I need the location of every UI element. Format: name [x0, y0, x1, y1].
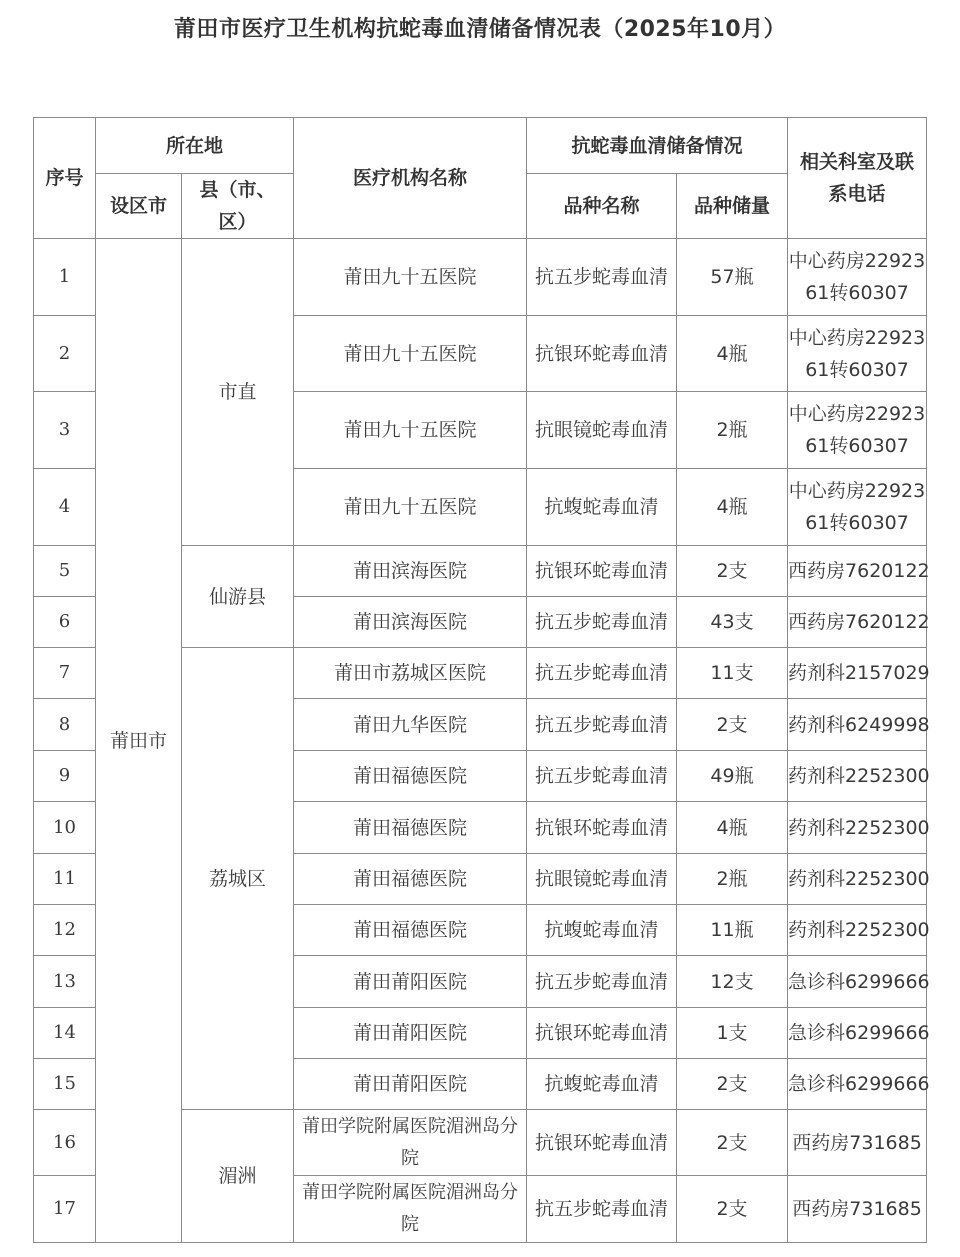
institution-cell: 莆田福德医院	[294, 854, 527, 905]
variety-cell: 抗眼镜蛇毒血清	[527, 854, 677, 905]
quantity-cell: 4瓶	[677, 469, 788, 546]
variety-cell: 抗蝮蛇毒血清	[527, 1059, 677, 1110]
county-cell-meizhou: 湄洲	[182, 1110, 294, 1243]
institution-cell: 莆田九十五医院	[294, 469, 527, 546]
quantity-cell: 49瓶	[677, 751, 788, 802]
header-city: 设区市	[96, 174, 182, 239]
variety-cell: 抗五步蛇毒血清	[527, 648, 677, 699]
institution-cell: 莆田九十五医院	[294, 316, 527, 392]
institution-cell: 莆田福德医院	[294, 802, 527, 854]
seq-cell: 2	[34, 316, 96, 392]
seq-cell: 15	[34, 1059, 96, 1110]
variety-cell: 抗蝮蛇毒血清	[527, 469, 677, 546]
institution-cell: 莆田莆阳医院	[294, 1059, 527, 1110]
seq-cell: 16	[34, 1110, 96, 1176]
seq-cell: 13	[34, 956, 96, 1008]
variety-cell: 抗五步蛇毒血清	[527, 751, 677, 802]
seq-cell: 3	[34, 392, 96, 469]
seq-cell: 5	[34, 546, 96, 597]
quantity-cell: 2支	[677, 1059, 788, 1110]
seq-cell: 1	[34, 239, 96, 316]
table-row	[34, 239, 927, 316]
institution-cell: 莆田九华医院	[294, 699, 527, 751]
contact-cell: 药剂科2252300	[788, 751, 927, 802]
header-seq: 序号	[34, 118, 96, 239]
institution-cell: 莆田莆阳医院	[294, 1008, 527, 1059]
quantity-cell: 2支	[677, 546, 788, 597]
variety-cell: 抗银环蛇毒血清	[527, 1008, 677, 1059]
variety-cell: 抗银环蛇毒血清	[527, 1110, 677, 1176]
seq-cell: 8	[34, 699, 96, 751]
institution-cell: 莆田九十五医院	[294, 392, 527, 469]
quantity-cell: 4瓶	[677, 802, 788, 854]
seq-cell: 17	[34, 1176, 96, 1243]
seq-cell: 12	[34, 905, 96, 956]
contact-cell: 急诊科6299666	[788, 956, 927, 1008]
header-variety: 品种名称	[527, 174, 677, 239]
variety-cell: 抗蝮蛇毒血清	[527, 905, 677, 956]
quantity-cell: 11支	[677, 648, 788, 699]
contact-cell: 药剂科2157029	[788, 648, 927, 699]
variety-cell: 抗五步蛇毒血清	[527, 699, 677, 751]
contact-cell: 中心药房2292361转60307	[788, 469, 927, 546]
contact-cell: 急诊科6299666	[788, 1059, 927, 1110]
header-institution: 医疗机构名称	[294, 118, 527, 239]
variety-cell: 抗眼镜蛇毒血清	[527, 392, 677, 469]
quantity-cell: 1支	[677, 1008, 788, 1059]
institution-cell: 莆田市荔城区医院	[294, 648, 527, 699]
seq-cell: 9	[34, 751, 96, 802]
quantity-cell: 2支	[677, 699, 788, 751]
seq-cell: 7	[34, 648, 96, 699]
header-county: 县（市、区）	[182, 174, 294, 239]
institution-cell: 莆田学院附属医院湄洲岛分院	[294, 1176, 527, 1243]
header-contact: 相关科室及联系电话	[788, 118, 927, 239]
contact-cell: 急诊科6299666	[788, 1008, 927, 1059]
county-cell-xianyou: 仙游县	[182, 546, 294, 648]
institution-cell: 莆田滨海医院	[294, 597, 527, 648]
variety-cell: 抗五步蛇毒血清	[527, 1176, 677, 1243]
contact-cell: 药剂科2252300	[788, 905, 927, 956]
county-cell-shizhi: 市直	[182, 239, 294, 546]
contact-cell: 中心药房2292361转60307	[788, 392, 927, 469]
institution-cell: 莆田福德医院	[294, 905, 527, 956]
header-reserve: 抗蛇毒血清储备情况	[527, 118, 788, 174]
quantity-cell: 4瓶	[677, 316, 788, 392]
variety-cell: 抗五步蛇毒血清	[527, 239, 677, 316]
antivenom-reserve-table	[33, 117, 930, 1243]
variety-cell: 抗五步蛇毒血清	[527, 597, 677, 648]
seq-cell: 6	[34, 597, 96, 648]
contact-cell: 西药房7620122	[788, 546, 927, 597]
contact-cell: 中心药房2292361转60307	[788, 239, 927, 316]
quantity-cell: 2支	[677, 1110, 788, 1176]
variety-cell: 抗五步蛇毒血清	[527, 956, 677, 1008]
variety-cell: 抗银环蛇毒血清	[527, 546, 677, 597]
city-cell: 莆田市	[96, 239, 182, 1243]
contact-cell: 药剂科2252300	[788, 802, 927, 854]
contact-cell: 药剂科6249998	[788, 699, 927, 751]
variety-cell: 抗银环蛇毒血清	[527, 316, 677, 392]
contact-cell: 中心药房2292361转60307	[788, 316, 927, 392]
variety-cell: 抗银环蛇毒血清	[527, 802, 677, 854]
quantity-cell: 2支	[677, 1176, 788, 1243]
header-quantity: 品种储量	[677, 174, 788, 239]
institution-cell: 莆田九十五医院	[294, 239, 527, 316]
header-location: 所在地	[96, 118, 294, 174]
institution-cell: 莆田学院附属医院湄洲岛分院	[294, 1110, 527, 1176]
page-title: 莆田市医疗卫生机构抗蛇毒血清储备情况表（2025年10月）	[173, 17, 787, 42]
seq-cell: 10	[34, 802, 96, 854]
quantity-cell: 2瓶	[677, 854, 788, 905]
contact-cell: 西药房731685	[788, 1176, 927, 1243]
contact-cell: 西药房7620122	[788, 597, 927, 648]
quantity-cell: 12支	[677, 956, 788, 1008]
quantity-cell: 2瓶	[677, 392, 788, 469]
contact-cell: 药剂科2252300	[788, 854, 927, 905]
contact-cell: 西药房731685	[788, 1110, 927, 1176]
quantity-cell: 11瓶	[677, 905, 788, 956]
quantity-cell: 57瓶	[677, 239, 788, 316]
seq-cell: 14	[34, 1008, 96, 1059]
seq-cell: 4	[34, 469, 96, 546]
institution-cell: 莆田莆阳医院	[294, 956, 527, 1008]
institution-cell: 莆田滨海医院	[294, 546, 527, 597]
institution-cell: 莆田福德医院	[294, 751, 527, 802]
quantity-cell: 43支	[677, 597, 788, 648]
county-cell-licheng: 荔城区	[182, 648, 294, 1110]
seq-cell: 11	[34, 854, 96, 905]
